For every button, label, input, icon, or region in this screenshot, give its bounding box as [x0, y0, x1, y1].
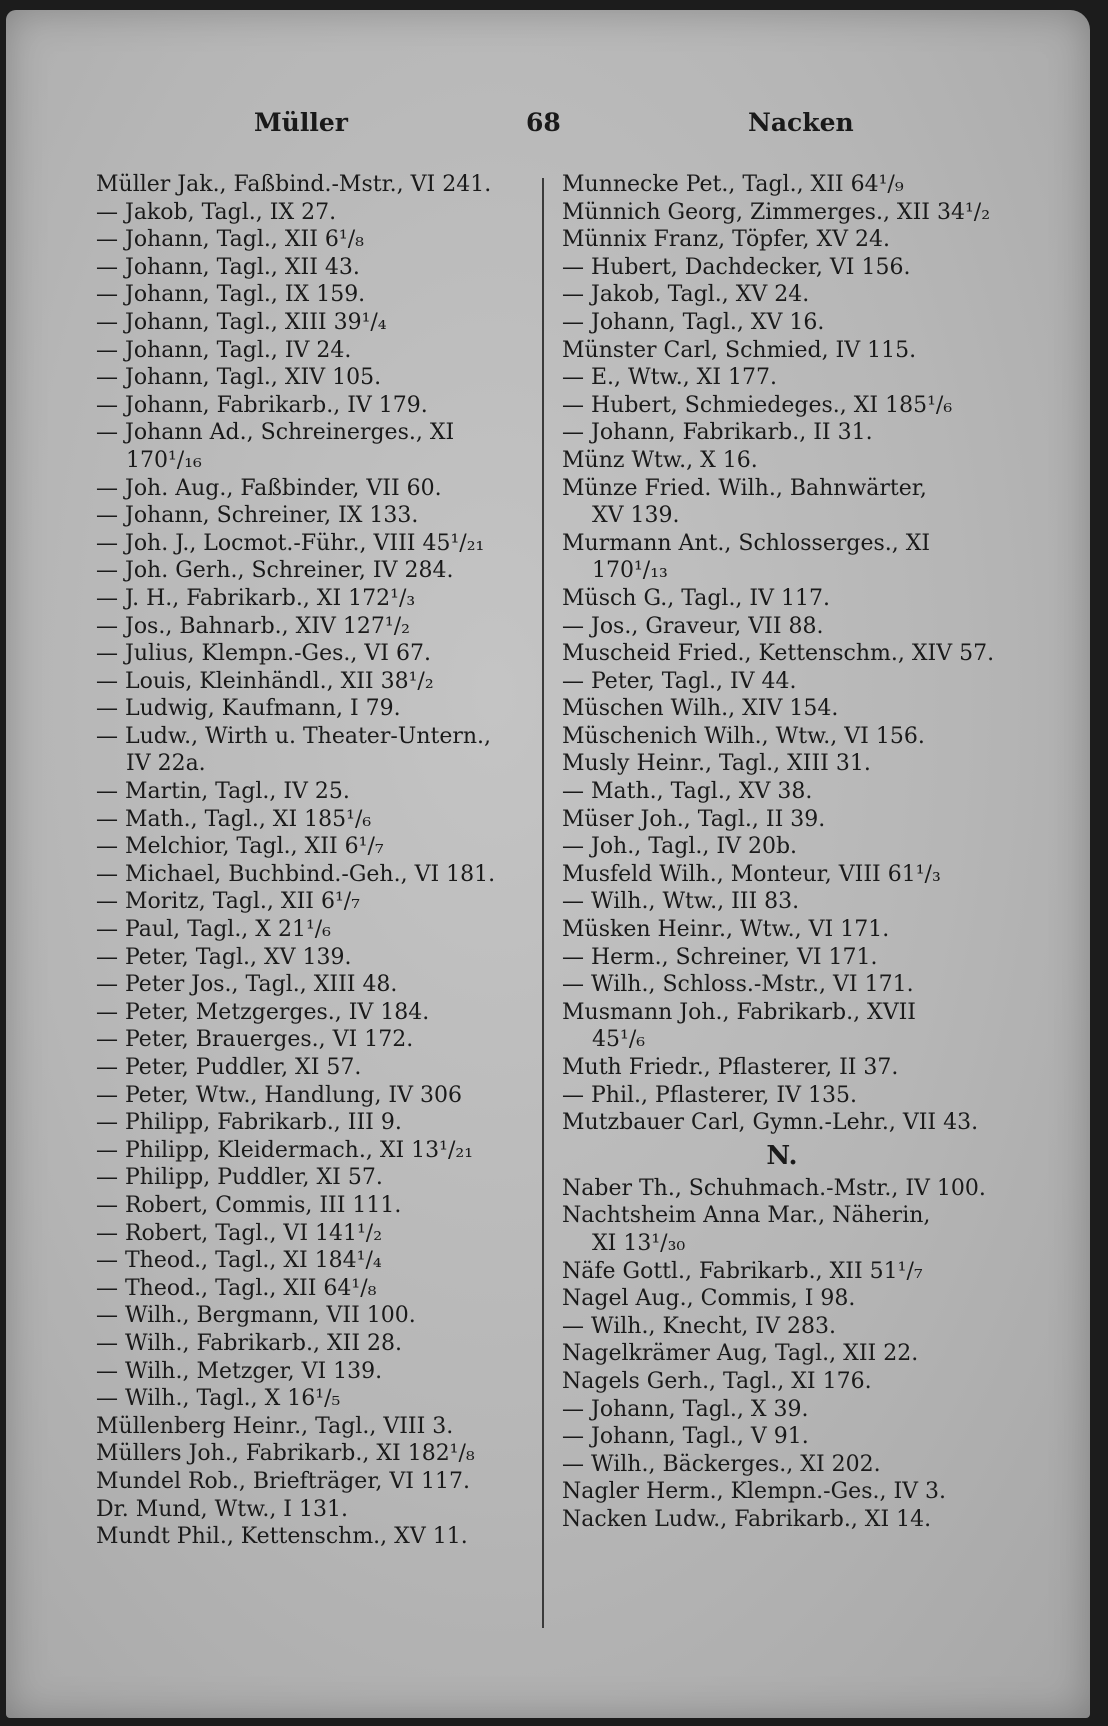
directory-entry: [96, 806, 536, 834]
entry-text: — Wilh., Wtw., III 83.: [562, 889, 800, 915]
directory-entry: [562, 916, 1002, 944]
entry-text: — Theod., Tagl., XII 64¹/₈: [96, 1275, 377, 1301]
entry-text: — Hubert, Dachdecker, VI 156.: [562, 254, 911, 280]
entry-text: — Julius, Klempn.-Ges., VI 67.: [96, 641, 431, 667]
entry-text: — Wilh., Schloss.-Mstr., VI 171.: [562, 972, 914, 998]
directory-entry: [96, 171, 536, 199]
entry-text: — Peter, Puddler, XI 57.: [96, 1055, 362, 1080]
entry-text: Müser Joh., Tagl., II 39.: [562, 806, 826, 832]
directory-entry: [96, 1026, 536, 1054]
directory-entry: [562, 1423, 1002, 1451]
entry-text: — Melchior, Tagl., XII 6¹/₇: [96, 834, 384, 860]
directory-entry: [96, 1302, 536, 1330]
directory-entry: [96, 337, 536, 365]
entry-text: Müsch G., Tagl., IV 117.: [562, 585, 830, 611]
entry-text: — Peter Jos., Tagl., XIII 48.: [96, 972, 398, 998]
directory-entry: [562, 199, 1002, 227]
entry-text: — Johann, Tagl., IX 159.: [96, 282, 366, 308]
directory-entry: [96, 1358, 536, 1386]
entry-text: — Johann, Tagl., V 91.: [562, 1424, 809, 1450]
directory-entry: [562, 833, 1002, 861]
entry-text: — Johann, Tagl., XV 16.: [562, 309, 825, 335]
entry-text: Nagel Aug., Commis, I 98.: [562, 1286, 856, 1312]
directory-entry: [562, 668, 1002, 696]
entry-text: — Math., Tagl., XV 38.: [562, 779, 813, 805]
entry-text: — Philipp, Puddler, XI 57.: [96, 1165, 383, 1191]
directory-entry: [96, 502, 536, 530]
entry-text: Müllenberg Heinr., Tagl., VIII 3.: [96, 1413, 454, 1439]
page-number: 68: [526, 108, 561, 137]
directory-entry: [96, 309, 536, 337]
entry-text: Münz Wtw., X 16.: [562, 447, 758, 473]
entry-continuation: 45¹/₆: [592, 1027, 646, 1053]
directory-entry: [562, 254, 1002, 282]
directory-entry: [96, 1054, 536, 1082]
entry-text: Muscheid Fried., Kettenschm., XIV 57.: [562, 641, 995, 667]
entry-text: — Johann, Fabrikarb., IV 179.: [96, 392, 428, 418]
entry-text: — Peter, Brauerges., VI 172.: [96, 1027, 414, 1053]
directory-entry: [562, 1202, 1002, 1257]
entry-text: — Hubert, Schmiedeges., XI 185¹/₆: [562, 392, 953, 418]
directory-entry: [562, 999, 1002, 1054]
directory-entry: [96, 364, 536, 392]
entry-text: — Johann, Fabrikarb., II 31.: [562, 420, 873, 446]
entry-text: — E., Wtw., XI 177.: [562, 365, 778, 391]
directory-entry: [96, 723, 536, 778]
directory-entry: [96, 1330, 536, 1358]
entry-text: — Moritz, Tagl., XII 6¹/₇: [96, 889, 360, 915]
entry-text: — Joh. Aug., Faßbinder, VII 60.: [96, 475, 442, 501]
directory-entry: [562, 778, 1002, 806]
directory-entry: [96, 530, 536, 558]
directory-entry: [562, 723, 1002, 751]
directory-entry: [96, 226, 536, 254]
entry-text: Nachtsheim Anna Mar., Näherin,: [562, 1203, 931, 1229]
directory-entry: [96, 1413, 536, 1441]
directory-entry: [96, 1468, 536, 1496]
entry-text: Nagler Herm., Klempn.-Ges., IV 3.: [562, 1479, 947, 1505]
directory-entry: [96, 1164, 536, 1192]
directory-entry: [96, 640, 536, 668]
directory-entry: [96, 916, 536, 944]
directory-entry: [96, 1192, 536, 1220]
directory-entry: [562, 281, 1002, 309]
directory-entry: [562, 1506, 1002, 1534]
entry-text: — Peter, Tagl., IV 44.: [562, 668, 797, 694]
entry-text: — Wilh., Fabrikarb., XII 28.: [96, 1330, 403, 1356]
entry-text: — Wilh., Tagl., X 16¹/₅: [96, 1386, 341, 1412]
entry-text: — Joh., Tagl., IV 20b.: [562, 834, 798, 860]
entry-text: — Theod., Tagl., XI 184¹/₄: [96, 1248, 382, 1274]
directory-entry: [562, 364, 1002, 392]
entry-text: Müller Jak., Faßbind.-Mstr., VI 241.: [96, 172, 492, 197]
entry-text: — Peter, Wtw., Handlung, IV 306: [96, 1082, 462, 1108]
entry-text: — Johann, Tagl., XII 6¹/₈: [96, 227, 364, 253]
entry-text: Munnecke Pet., Tagl., XII 64¹/₉: [562, 172, 904, 197]
directory-entry: [562, 1175, 1002, 1203]
entry-text: Mutzbauer Carl, Gymn.-Lehr., VII 43.: [562, 1110, 979, 1136]
directory-entry: [562, 806, 1002, 834]
directory-entry: [96, 1137, 536, 1165]
entry-text: — Math., Tagl., XI 185¹/₆: [96, 806, 372, 832]
directory-entry: [96, 585, 536, 613]
directory-entry: [562, 944, 1002, 972]
entry-text: — Philipp, Fabrikarb., III 9.: [96, 1110, 402, 1136]
directory-entry: [96, 254, 536, 282]
directory-page: [6, 10, 1090, 1718]
directory-entry: [96, 833, 536, 861]
directory-entry: [562, 1109, 1002, 1137]
entry-text: — Joh. Gerh., Schreiner, IV 284.: [96, 558, 454, 584]
entry-text: — Johann, Tagl., X 39.: [562, 1396, 809, 1422]
entry-text: — Philipp, Kleidermach., XI 13¹/₂₁: [96, 1137, 474, 1163]
entry-text: — Johann Ad., Schreinerges., XI: [96, 420, 455, 446]
entry-text: — Paul, Tagl., X 21¹/₆: [96, 917, 331, 943]
entry-text: — Johann, Schreiner, IX 133.: [96, 503, 419, 529]
directory-entry: [562, 1451, 1002, 1479]
directory-entry: [96, 1523, 536, 1551]
directory-entry: [562, 392, 1002, 420]
entry-text: Muth Friedr., Pflasterer, II 37.: [562, 1055, 899, 1080]
directory-entry: [562, 475, 1002, 530]
directory-entry: [562, 171, 1002, 199]
header-left-keyword: Müller: [254, 108, 348, 137]
entry-text: Musfeld Wilh., Monteur, VIII 61¹/₃: [562, 861, 941, 887]
directory-entry: [96, 199, 536, 227]
header-right-keyword: Nacken: [748, 108, 854, 137]
entry-text: — Johann, Tagl., XIV 105.: [96, 365, 382, 391]
directory-entry: [562, 1258, 1002, 1286]
entry-text: — Wilh., Metzger, VI 139.: [96, 1358, 383, 1384]
section-heading: N.: [766, 1140, 798, 1171]
entry-text: — Wilh., Bergmann, VII 100.: [96, 1303, 416, 1329]
directory-entry: [96, 1440, 536, 1468]
directory-entry: [562, 888, 1002, 916]
directory-entry: [562, 1396, 1002, 1424]
directory-entry: [96, 668, 536, 696]
directory-entry: [96, 613, 536, 641]
entry-text: — Peter, Tagl., XV 139.: [96, 944, 352, 970]
entry-text: — Ludw., Wirth u. Theater-Untern.,: [96, 723, 492, 749]
directory-entry: [96, 861, 536, 889]
directory-entry: [562, 613, 1002, 641]
entry-text: — Herm., Schreiner, VI 171.: [562, 944, 878, 970]
directory-entry: [562, 1285, 1002, 1313]
entry-text: — Phil., Pflasterer, IV 135.: [562, 1082, 857, 1108]
directory-entry: [562, 971, 1002, 999]
directory-entry: [96, 392, 536, 420]
entry-continuation: 170¹/₁₆: [126, 447, 202, 473]
entry-continuation: XV 139.: [592, 503, 680, 529]
right-column: [562, 171, 1002, 1534]
entry-text: — Robert, Commis, III 111.: [96, 1192, 402, 1218]
entry-text: — Louis, Kleinhändl., XII 38¹/₂: [96, 668, 434, 694]
entry-text: — Ludwig, Kaufmann, I 79.: [96, 696, 401, 722]
directory-entry: [562, 1082, 1002, 1110]
directory-entry: [96, 281, 536, 309]
directory-entry: [96, 1082, 536, 1110]
directory-entry: [562, 861, 1002, 889]
entry-text: — Martin, Tagl., IV 25.: [96, 779, 350, 805]
directory-entry: [562, 337, 1002, 365]
page-header: [6, 108, 1090, 148]
entry-text: — Johann, Tagl., XIII 39¹/₄: [96, 309, 387, 335]
entry-text: Nacken Ludw., Fabrikarb., XI 14.: [562, 1506, 932, 1532]
entry-text: Müsken Heinr., Wtw., VI 171.: [562, 917, 890, 943]
directory-entry: [562, 419, 1002, 447]
entry-text: — J. H., Fabrikarb., XI 172¹/₃: [96, 585, 416, 611]
entry-text: — Jos., Graveur, VII 88.: [562, 613, 824, 639]
entry-text: Müschenich Wilh., Wtw., VI 156.: [562, 723, 925, 749]
column-divider: [542, 178, 544, 1628]
entry-continuation: 170¹/₁₃: [592, 558, 668, 584]
entry-text: Müllers Joh., Fabrikarb., XI 182¹/₈: [96, 1441, 475, 1467]
entry-text: — Jos., Bahnarb., XIV 127¹/₂: [96, 613, 410, 639]
entry-text: — Wilh., Knecht, IV 283.: [562, 1313, 836, 1339]
entry-text: Mundel Rob., Briefträger, VI 117.: [96, 1468, 470, 1494]
directory-entry: [96, 1496, 536, 1524]
entry-text: Dr. Mund, Wtw., I 131.: [96, 1496, 348, 1522]
entry-continuation: IV 22a.: [126, 751, 206, 777]
entry-text: — Joh. J., Locmot.-Führ., VIII 45¹/₂₁: [96, 530, 485, 556]
directory-entry: [96, 557, 536, 585]
directory-entry: [562, 585, 1002, 613]
directory-entry: [96, 999, 536, 1027]
entry-text: Näfe Gottl., Fabrikarb., XII 51¹/₇: [562, 1258, 923, 1284]
entry-text: — Jakob, Tagl., XV 24.: [562, 282, 810, 308]
directory-entry: [562, 226, 1002, 254]
directory-entry: [96, 971, 536, 999]
directory-entry: [96, 1385, 536, 1413]
entry-text: — Wilh., Bäckerges., XI 202.: [562, 1451, 881, 1477]
entry-text: Nagelkrämer Aug, Tagl., XII 22.: [562, 1341, 919, 1367]
entry-text: Musmann Joh., Fabrikarb., XVII: [562, 999, 916, 1025]
directory-entry: [562, 309, 1002, 337]
directory-entry: [562, 640, 1002, 668]
directory-entry: [96, 944, 536, 972]
entry-text: Musly Heinr., Tagl., XIII 31.: [562, 751, 871, 777]
entry-text: Münnich Georg, Zimmerges., XII 34¹/₂: [562, 199, 991, 225]
entry-text: Murmann Ant., Schlosserges., XI: [562, 530, 931, 556]
directory-entry: [562, 1313, 1002, 1341]
entry-text: — Johann, Tagl., XII 43.: [96, 254, 360, 280]
directory-entry: [562, 1478, 1002, 1506]
directory-entry: [96, 1109, 536, 1137]
directory-entry: [96, 888, 536, 916]
entry-continuation: XI 13¹/₃₀: [592, 1230, 686, 1256]
entry-text: Nagels Gerh., Tagl., XI 176.: [562, 1368, 872, 1394]
directory-entry: [562, 530, 1002, 585]
directory-entry: [96, 695, 536, 723]
entry-text: Münster Carl, Schmied, IV 115.: [562, 337, 917, 363]
entry-text: Mundt Phil., Kettenschm., XV 11.: [96, 1524, 468, 1550]
directory-entry: [562, 447, 1002, 475]
entry-text: — Johann, Tagl., IV 24.: [96, 337, 352, 363]
entry-text: — Robert, Tagl., VI 141¹/₂: [96, 1220, 383, 1246]
entry-text: Münnix Franz, Töpfer, XV 24.: [562, 227, 891, 253]
entry-text: Münze Fried. Wilh., Bahnwärter,: [562, 475, 927, 501]
directory-entry: [562, 1054, 1002, 1082]
entry-text: — Peter, Metzgerges., IV 184.: [96, 999, 430, 1025]
directory-entry: [96, 419, 536, 474]
directory-entry: [96, 1275, 536, 1303]
entry-text: — Jakob, Tagl., IX 27.: [96, 199, 337, 225]
directory-entry: [96, 1247, 536, 1275]
directory-entry: [96, 475, 536, 503]
left-column: [96, 171, 536, 1551]
entry-text: Müschen Wilh., XIV 154.: [562, 696, 839, 722]
directory-entry: [96, 1220, 536, 1248]
directory-entry: [96, 778, 536, 806]
directory-entry: [562, 695, 1002, 723]
directory-entry: [562, 1368, 1002, 1396]
directory-entry: [562, 1340, 1002, 1368]
directory-entry: [562, 750, 1002, 778]
entry-text: Naber Th., Schuhmach.-Mstr., IV 100.: [562, 1175, 986, 1201]
entry-text: — Michael, Buchbind.-Geh., VI 181.: [96, 861, 496, 887]
